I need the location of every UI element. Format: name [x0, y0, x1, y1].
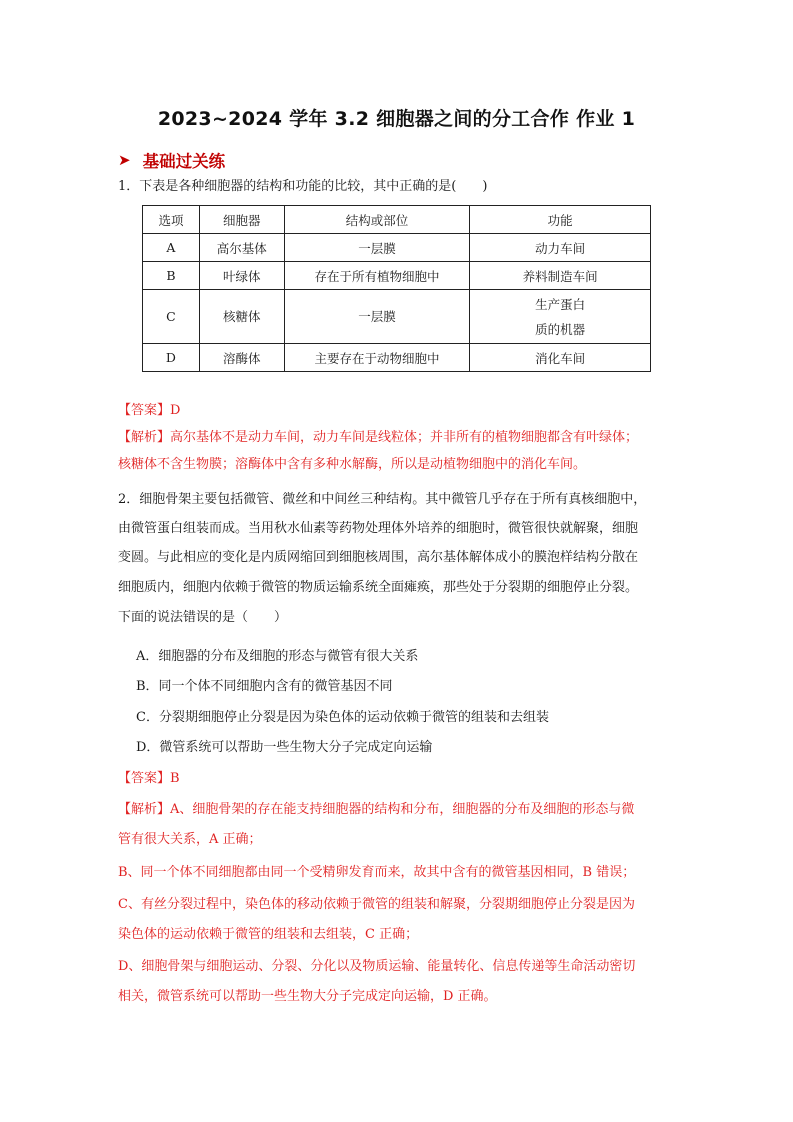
q2-analysis-line: B、同一个体不同细胞都由同一个受精卵发育而来，故其中含有的微管基因相同，B 错误；	[118, 865, 636, 880]
q1-analysis-line	[118, 429, 638, 446]
table-row	[143, 262, 651, 290]
table-cell: 核糖体	[199, 290, 284, 344]
q1-analysis-line: 核糖体不含生物膜；溶酶体中含有多种水解酶，所以是动植物细胞中的消化车间。	[118, 457, 587, 472]
analysis-tag: 【解析】	[118, 430, 171, 445]
table-cell: 动力车间	[470, 234, 651, 262]
answer-value: B	[170, 771, 180, 786]
table-cell: B	[143, 262, 200, 290]
page-title: 2023~2024 学年 3.2 细胞器之间的分工合作 作业 1	[157, 108, 636, 130]
table-cell: 叶绿体	[199, 262, 284, 290]
q2-option-a: A．细胞器的分布及细胞的形态与微管有很大关系	[136, 649, 419, 664]
table-row	[143, 290, 651, 344]
table-row	[143, 234, 651, 262]
q2-analysis-line: 管有很大关系，A 正确；	[118, 832, 262, 847]
table-cell: A	[143, 234, 200, 262]
table-cell: 消化车间	[470, 344, 651, 372]
q2-answer	[118, 770, 180, 787]
q2-stem-line: 变圆。与此相应的变化是内质网缩回到细胞核周围，高尔基体解体成小的膜泡样结构分散在	[118, 550, 639, 565]
q2-analysis-line: C、有丝分裂过程中，染色体的移动依赖于微管的组装和解聚，分裂期细胞停止分裂是因为	[118, 897, 635, 912]
table-cell: C	[143, 290, 200, 344]
table-cell-line: 质的机器	[535, 321, 586, 337]
q2-analysis-line: D、细胞骨架与细胞运动、分裂、分化以及物质运输、能量转化、信息传递等生命活动密切	[118, 959, 636, 974]
analysis-tag: 【解析】	[118, 802, 171, 817]
q2-analysis-line	[118, 801, 634, 818]
analysis-text: A、细胞骨架的存在能支持细胞器的结构和分布，细胞器的分布及细胞的形态与微	[170, 802, 635, 817]
table-cell	[470, 290, 651, 344]
analysis-text: 高尔基体不是动力车间，动力车间是线粒体；并非所有的植物细胞都含有叶绿体；	[170, 430, 639, 445]
q2-stem-line: 细胞质内，细胞内依赖于微管的物质运输系统全面瘫痪，那些处于分裂期的细胞停止分裂。	[118, 580, 639, 595]
arrow-bullet-icon: ➤	[118, 151, 131, 169]
section-heading	[118, 148, 225, 172]
table-cell: 一层膜	[284, 290, 470, 344]
table-header-cell: 选项	[143, 206, 200, 234]
table-header-cell: 细胞器	[199, 206, 284, 234]
q2-stem-line: 下面的说法错误的是（ ）	[118, 610, 288, 625]
table-cell: 溶酶体	[199, 344, 284, 372]
q2-option-d: D．微管系统可以帮助一些生物大分子完成定向运输	[136, 740, 433, 755]
q2-analysis-line: 相关，微管系统可以帮助一些生物大分子完成定向运输，D 正确。	[118, 989, 497, 1004]
q2-stem-line: 由微管蛋白组装而成。当用秋水仙素等药物处理体外培养的细胞时，微管很快就解聚，细胞	[118, 521, 639, 536]
q2-option-c: C．分裂期细胞停止分裂是因为染色体的运动依赖于微管的组装和去组装	[136, 710, 549, 725]
table-header-row	[143, 206, 651, 234]
answer-tag: 【答案】	[118, 771, 171, 786]
q1-stem: 1．下表是各种细胞器的结构和功能的比较，其中正确的是( )	[118, 179, 488, 194]
answer-value: D	[170, 403, 181, 418]
table-cell-line: 生产蛋白	[535, 296, 586, 312]
q1-answer	[118, 402, 180, 419]
q2-analysis-line: 染色体的运动依赖于微管的组装和去组装，C 正确；	[118, 927, 419, 942]
q2-option-b: B．同一个体不同细胞内含有的微管基因不同	[136, 679, 393, 694]
table-row	[143, 344, 651, 372]
table-cell: D	[143, 344, 200, 372]
q2-stem-line: 2．细胞骨架主要包括微管、微丝和中间丝三种结构。其中微管几乎存在于所有真核细胞中，	[118, 492, 647, 507]
section-label: 基础过关练	[142, 152, 226, 171]
table-cell: 高尔基体	[199, 234, 284, 262]
organelle-table	[142, 205, 651, 372]
table-cell: 一层膜	[284, 234, 470, 262]
table-cell: 养料制造车间	[470, 262, 651, 290]
table-header-cell: 功能	[470, 206, 651, 234]
answer-tag: 【答案】	[118, 403, 171, 418]
table-cell: 存在于所有植物细胞中	[284, 262, 470, 290]
table-header-cell: 结构或部位	[284, 206, 470, 234]
table-cell: 主要存在于动物细胞中	[284, 344, 470, 372]
